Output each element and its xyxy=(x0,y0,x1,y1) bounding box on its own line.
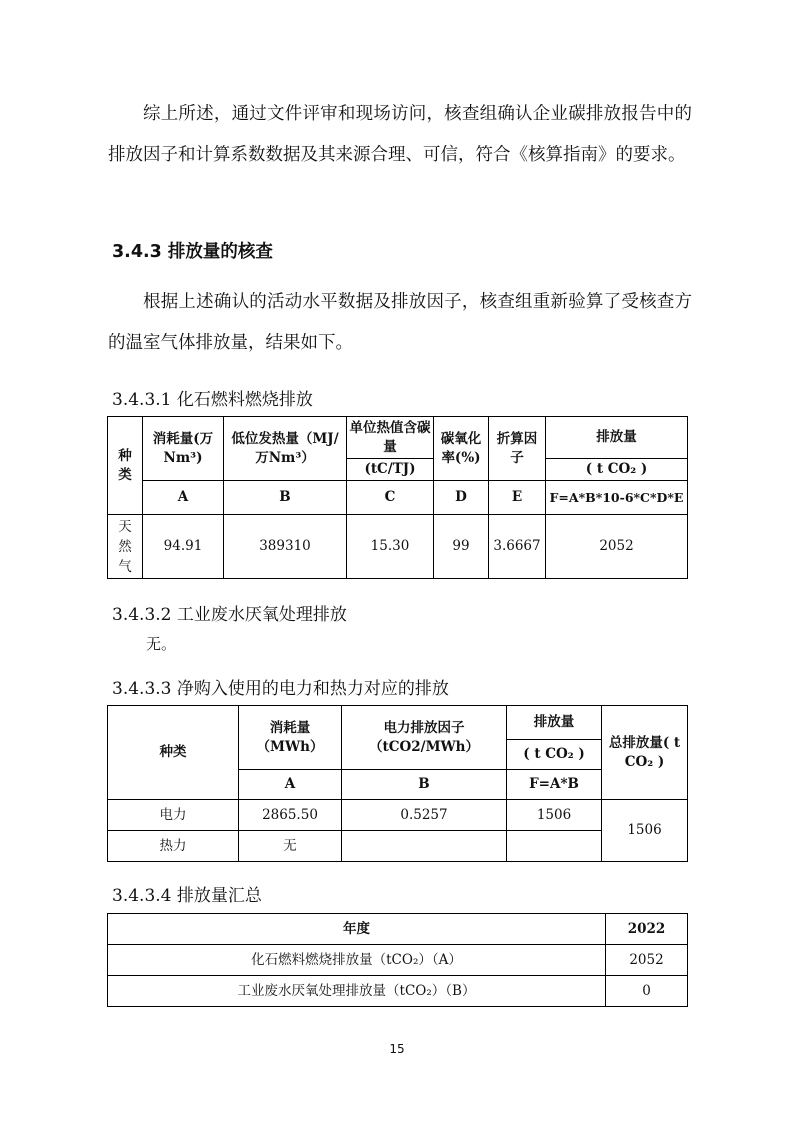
row-kind: 天然气 xyxy=(108,515,143,579)
header-year-label: 年度 xyxy=(108,914,606,945)
header-conversion: 折算因子 xyxy=(489,417,546,481)
table-row xyxy=(108,800,688,831)
header-emissions-unit: ( t CO₂ ) xyxy=(546,459,688,481)
row-emissions: 1506 xyxy=(507,800,602,831)
row-consumption: 无 xyxy=(239,831,342,862)
letter-f-formula: F=A*B*10-6*C*D*E xyxy=(546,481,688,515)
row-consumption: 94.91 xyxy=(143,515,224,579)
header-emissions: 排放量 xyxy=(507,706,602,740)
summary-label: 化石燃料燃烧排放量（tCO₂）（A） xyxy=(108,945,606,976)
row-oxidation: 99 xyxy=(434,515,489,579)
letter-b: B xyxy=(224,481,347,515)
row-emissions: 2052 xyxy=(546,515,688,579)
header-total: 总排放量( t CO₂ ) xyxy=(602,706,688,800)
letter-formula: F=A*B xyxy=(507,770,602,800)
letter-a: A xyxy=(143,481,224,515)
header-carbon-content: 单位热值含碳量 xyxy=(347,417,434,459)
header-kind: 种类 xyxy=(108,706,239,800)
fossil-fuel-table xyxy=(107,416,688,579)
row-factor xyxy=(342,831,507,862)
table-row xyxy=(108,976,688,1007)
header-kind: 种类 xyxy=(108,417,143,515)
letter-d: D xyxy=(434,481,489,515)
row-emissions xyxy=(507,831,602,862)
row-consumption: 2865.50 xyxy=(239,800,342,831)
header-year: 2022 xyxy=(606,914,688,945)
row-carbon-content: 15.30 xyxy=(347,515,434,579)
summary-value: 0 xyxy=(606,976,688,1007)
section-3434-heading: 3.4.3.4 排放量汇总 xyxy=(112,886,262,906)
header-oxidation: 碳氧化率(%) xyxy=(434,417,489,481)
header-consumption: 消耗量（MWh） xyxy=(239,706,342,770)
total-value: 1506 xyxy=(602,800,688,862)
header-consumption: 消耗量(万Nm³) xyxy=(143,417,224,481)
table-row xyxy=(108,831,688,862)
row-kind: 电力 xyxy=(108,800,239,831)
header-carbon-content-unit: (tC/TJ) xyxy=(347,459,434,481)
table-row xyxy=(108,515,688,579)
header-emissions-unit: ( t CO₂ ) xyxy=(507,740,602,770)
page-number: 15 xyxy=(389,1042,405,1056)
summary-table xyxy=(107,913,688,1007)
summary-value: 2052 xyxy=(606,945,688,976)
row-factor: 0.5257 xyxy=(342,800,507,831)
intro-paragraph: 综上所述，通过文件评审和现场访问，核查组确认企业碳排放报告中的排放因子和计算系数数据及其来源合理、可信，符合《核算指南》的要求。 xyxy=(108,104,692,165)
section-3432-heading: 3.4.3.2 工业废水厌氧处理排放 xyxy=(112,605,347,625)
electricity-heat-table xyxy=(107,705,688,862)
row-calorific: 389310 xyxy=(224,515,347,579)
header-factor: 电力排放因子（tCO2/MWh） xyxy=(342,706,507,770)
row-kind: 热力 xyxy=(108,831,239,862)
section-3433-heading: 3.4.3.3 净购入使用的电力和热力对应的排放 xyxy=(112,679,449,699)
header-calorific: 低位发热量（MJ/万Nm³） xyxy=(224,417,347,481)
header-emissions: 排放量 xyxy=(546,417,688,459)
letter-c: C xyxy=(347,481,434,515)
letter-b: B xyxy=(342,770,507,800)
table-row xyxy=(108,945,688,976)
section-3432-content: 无。 xyxy=(146,635,177,653)
section-343-heading: 3.4.3 排放量的核查 xyxy=(112,242,273,262)
summary-label: 工业废水厌氧处理排放量（tCO₂）（B） xyxy=(108,976,606,1007)
letter-a: A xyxy=(239,770,342,800)
section-3431-heading: 3.4.3.1 化石燃料燃烧排放 xyxy=(112,390,313,410)
letter-e: E xyxy=(489,481,546,515)
section-343-paragraph: 根据上述确认的活动水平数据及排放因子，核查组重新验算了受核查方的温室气体排放量，结果如下。 xyxy=(108,292,692,353)
row-conversion: 3.6667 xyxy=(489,515,546,579)
